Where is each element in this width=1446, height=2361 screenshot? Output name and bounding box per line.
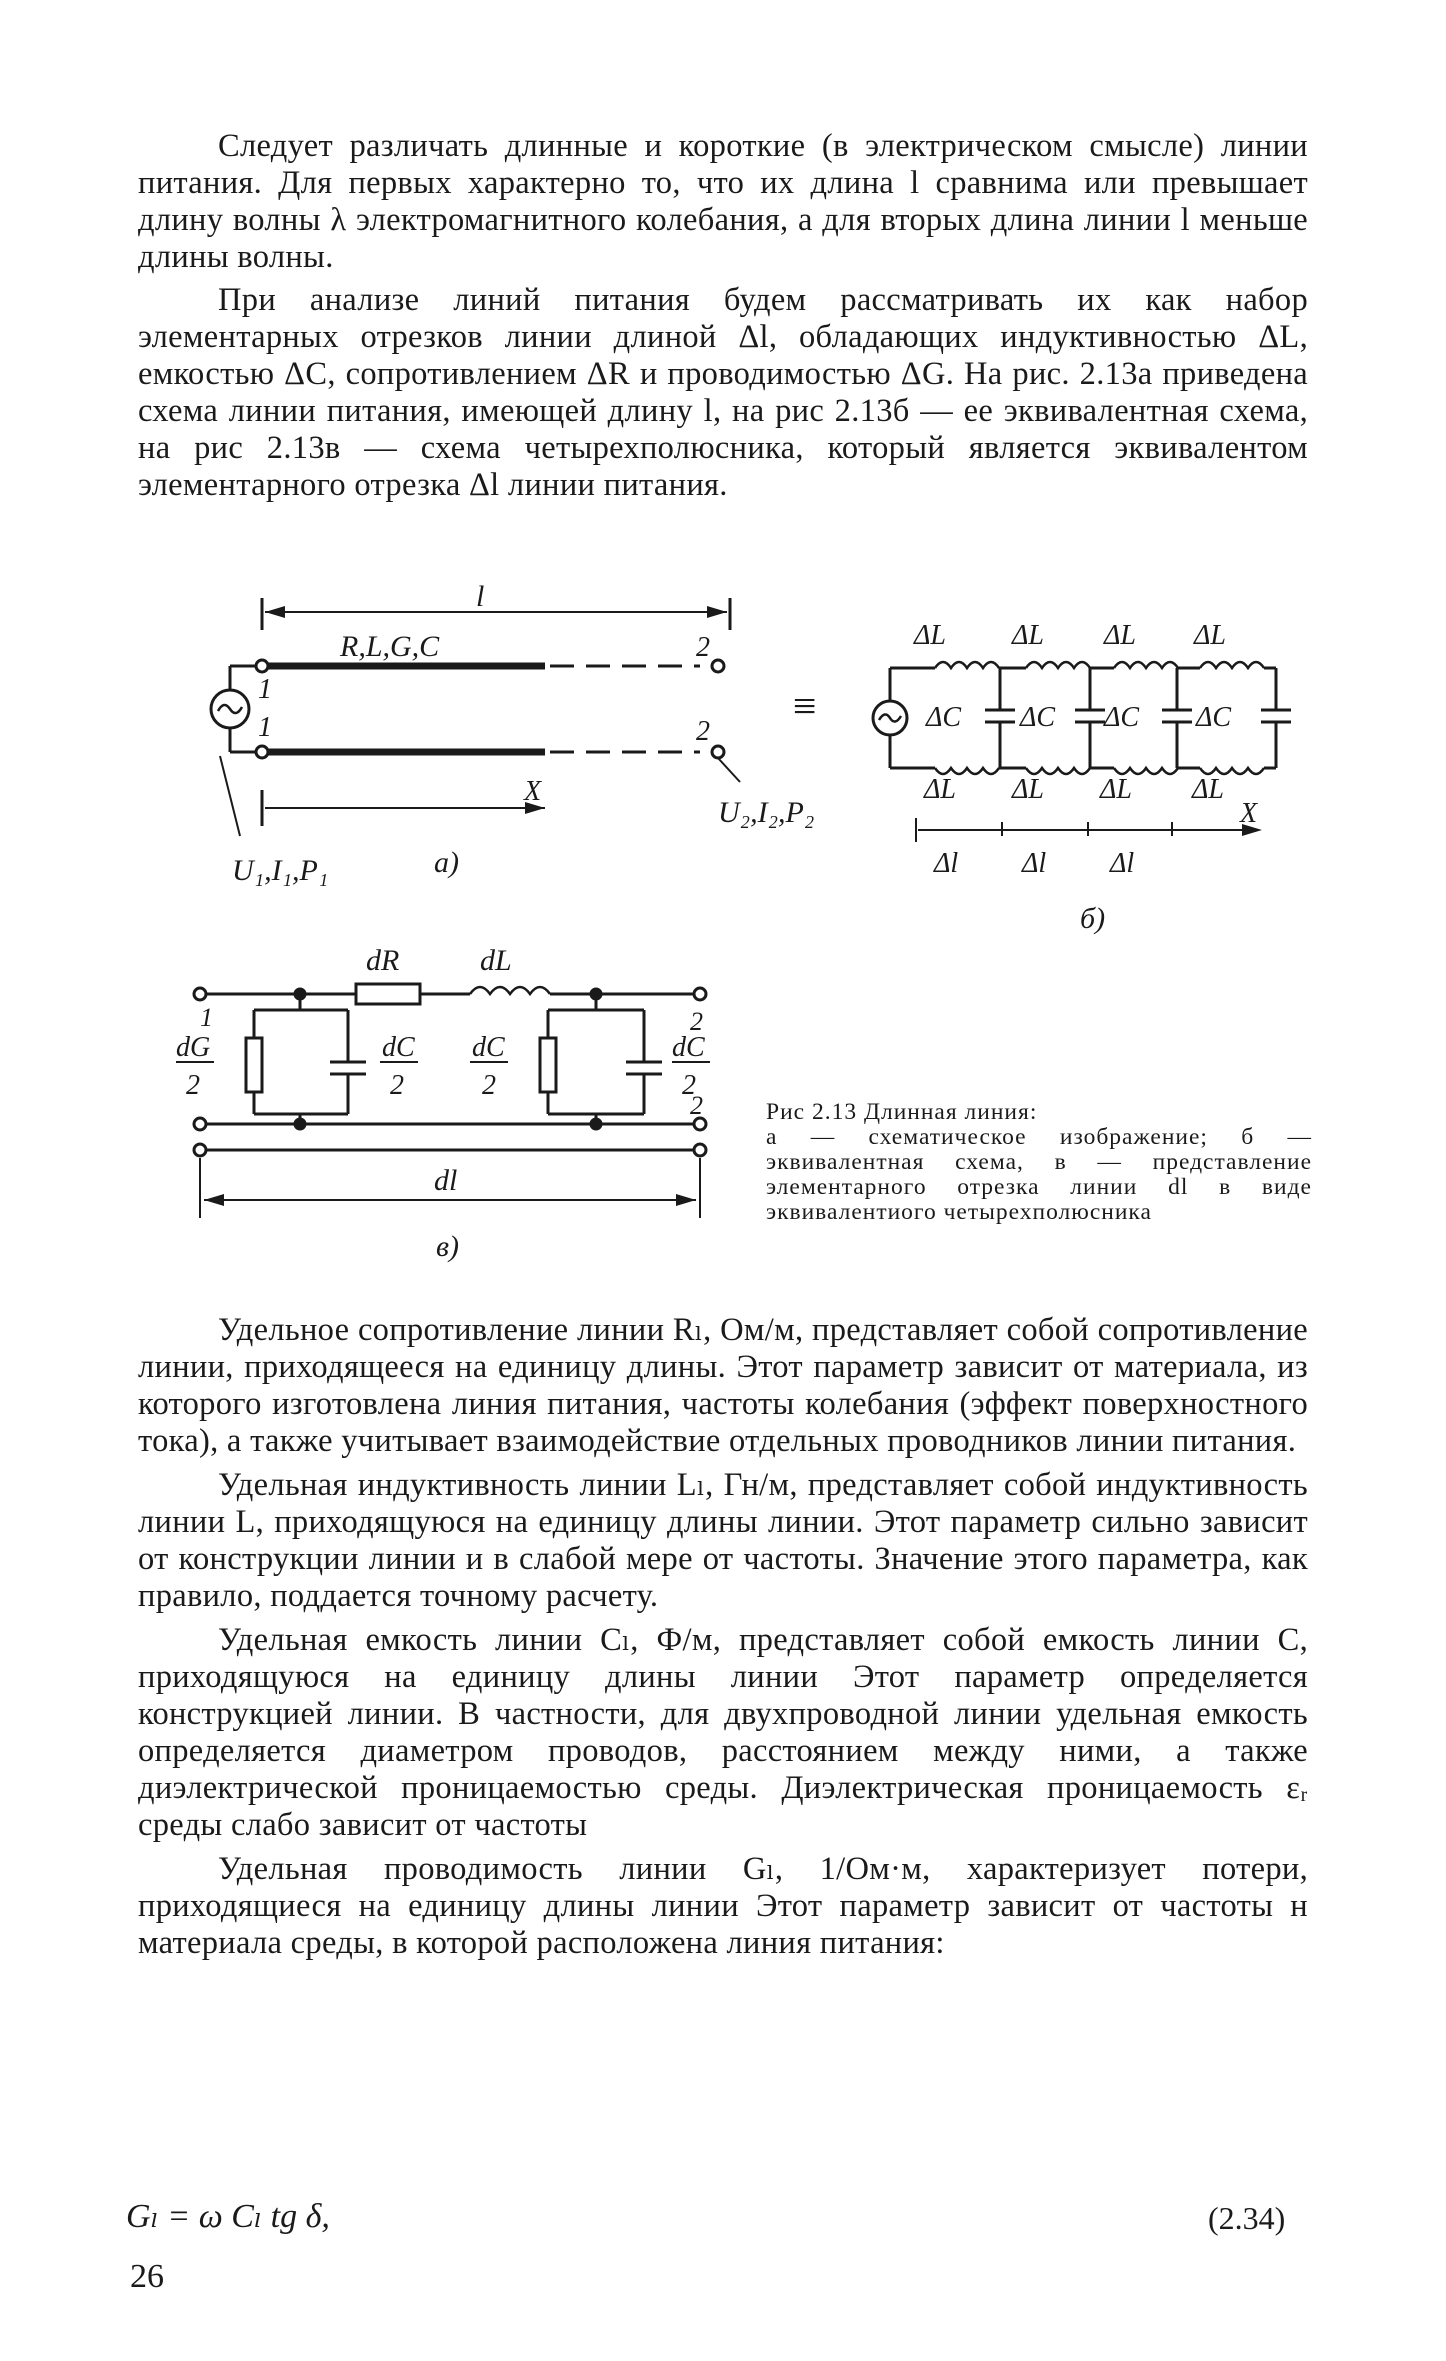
inductor-dl-label: dL xyxy=(480,944,512,977)
inductor-top-label-3: ΔL xyxy=(1104,620,1137,651)
formula-number: (2.34) xyxy=(1208,2200,1286,2236)
conductance-left-den: 2 xyxy=(186,1070,200,1101)
capacitance-left-den: 2 xyxy=(390,1070,404,1101)
panel-a-label: а) xyxy=(434,846,459,879)
inductor-bottom-label-3: ΔL xyxy=(1100,774,1133,805)
inductor-top-label-1: ΔL xyxy=(914,620,947,651)
axis-x-label-a: X xyxy=(524,776,542,807)
capacitance-paragraph: Удельная емкость линии Cₗ, Ф/м, представляет собой емкость линии C, приходящуюся на единицу длины линии Этот параметр определяется конструкцией линии. В частности, для двухпроводной линии удельная емкость определяется диаметром проводов, расстоянием между ними, а также диэлектрической проницаемостью среды. Диэлектрическая проницаемость εᵣ среды слабо зависит от частоты xyxy=(138,1622,1308,1843)
conductance-right-den: 2 xyxy=(682,1070,696,1101)
output-quantities-label: U₂,I₂,P₂ xyxy=(718,796,815,829)
input-quantities-label: U₁,I₁,P₁ xyxy=(232,854,329,887)
resistance-paragraph: Удельное сопротивление линии Rₗ, Ом/м, представляет собой сопротивление линии, приходящееся на единицу длины. Этот параметр зависит от материала, из которого изготовлена линия питания, частоты колебания (эффект поверхностного тока), а также учитывает взаимодействие отдельных проводников линии питания. xyxy=(138,1312,1308,1459)
panel-b-label: б) xyxy=(1080,902,1106,935)
input-terminal-bottom-label: 1 xyxy=(258,712,272,743)
inductor-bottom-label-4: ΔL xyxy=(1192,774,1225,805)
equivalence-sign: ≡ xyxy=(790,684,819,730)
inductor-bottom-label-2: ΔL xyxy=(1012,774,1045,805)
capacitance-right-den: 2 xyxy=(482,1070,496,1101)
axis-x-label-b: X xyxy=(1240,798,1258,829)
capacitor-label-2: ΔC xyxy=(1020,702,1056,733)
terminal-2-bottom-label: 2 xyxy=(690,1091,703,1120)
inductor-bottom-label-1: ΔL xyxy=(924,774,957,805)
formula-2-34: Gₗ = ω Cₗ tg δ, xyxy=(126,2198,330,2235)
resistor-dr-label: dR xyxy=(366,944,400,977)
definitions-text xyxy=(138,1312,1308,1962)
segment-label-1: Δl xyxy=(934,848,959,879)
inductor-top-label-4: ΔL xyxy=(1194,620,1227,651)
figure-panel-b xyxy=(873,620,1291,935)
terminal-1-label: 1 xyxy=(200,1003,213,1032)
intro-paragraph-1: Следует различать длинные и короткие (в электрическом смысле) линии питания. Для первых характерно то, что их длина l сравнима или превышает длину волны λ электромагнитного колебания, а для вторых длина линии l меньше длины волны. xyxy=(138,128,1308,275)
figure-panel-c xyxy=(176,944,710,1263)
conductance-left-num: dG xyxy=(176,1032,211,1063)
capacitance-right-num: dC xyxy=(472,1032,505,1063)
page-number: 26 xyxy=(130,2258,164,2295)
capacitor-label-1: ΔC xyxy=(926,702,962,733)
caption-body: а — схематическое изображение; б — эквивалентная схема, в — представление элементарного отрезка линии dl в виде эквивалентиого четырехполюсника xyxy=(766,1124,1312,1225)
inductance-paragraph: Удельная индуктивность линии Lₗ, Гн/м, представляет собой индуктивность линии L, приходящуюся на единицу длины линии. Этот параметр сильно зависит от конструкции линии и в слабой мере от частоты. Значение этого параметра, как правило, поддается точному расчету. xyxy=(138,1467,1308,1614)
capacitance-left-num: dC xyxy=(382,1032,415,1063)
figure-caption xyxy=(766,1100,1312,1225)
figure-panel-a xyxy=(211,580,814,887)
capacitor-label-3: ΔC xyxy=(1104,702,1140,733)
input-terminal-top-label: 1 xyxy=(258,674,272,705)
length-dl-label: dl xyxy=(434,1164,458,1197)
length-l-label: l xyxy=(476,580,485,613)
output-terminal-top-label: 2 xyxy=(696,632,710,663)
output-terminal-bottom-label: 2 xyxy=(696,716,710,747)
conductance-paragraph: Удельная проводимость линии Gₗ, 1/Ом·м, характеризует потери, приходящиеся на единицу длины линии Этот параметр зависит от частоты н материала среды, в которой расположена линия питания: xyxy=(138,1851,1308,1961)
terminal-2-top-label: 2 xyxy=(690,1007,703,1036)
segment-label-3: Δl xyxy=(1110,848,1135,879)
capacitor-label-4: ΔC xyxy=(1196,702,1232,733)
segment-label-2: Δl xyxy=(1022,848,1047,879)
inductor-top-label-2: ΔL xyxy=(1012,620,1045,651)
params-rlgc-label: R,L,G,C xyxy=(340,630,440,663)
caption-title: Рис 2.13 Длинная линия: xyxy=(766,1099,1038,1125)
panel-c-label: в) xyxy=(436,1230,460,1263)
conductance-right-num: dC xyxy=(672,1032,705,1063)
intro-paragraph-2: При анализе линий питания будем рассматривать их как набор элементарных отрезков линии длиной Δl, обладающих индуктивностью ΔL, емкостью ΔC, сопротивлением ΔR и проводимостью ΔG. На рис. 2.13а приведена схема линии питания, имеющей длину l, на рис 2.13б — ее эквивалентная схема, на рис 2.13в — схема четырехполюсника, который является эквивалентом элементарного отрезка Δl линии питания. xyxy=(138,282,1308,503)
